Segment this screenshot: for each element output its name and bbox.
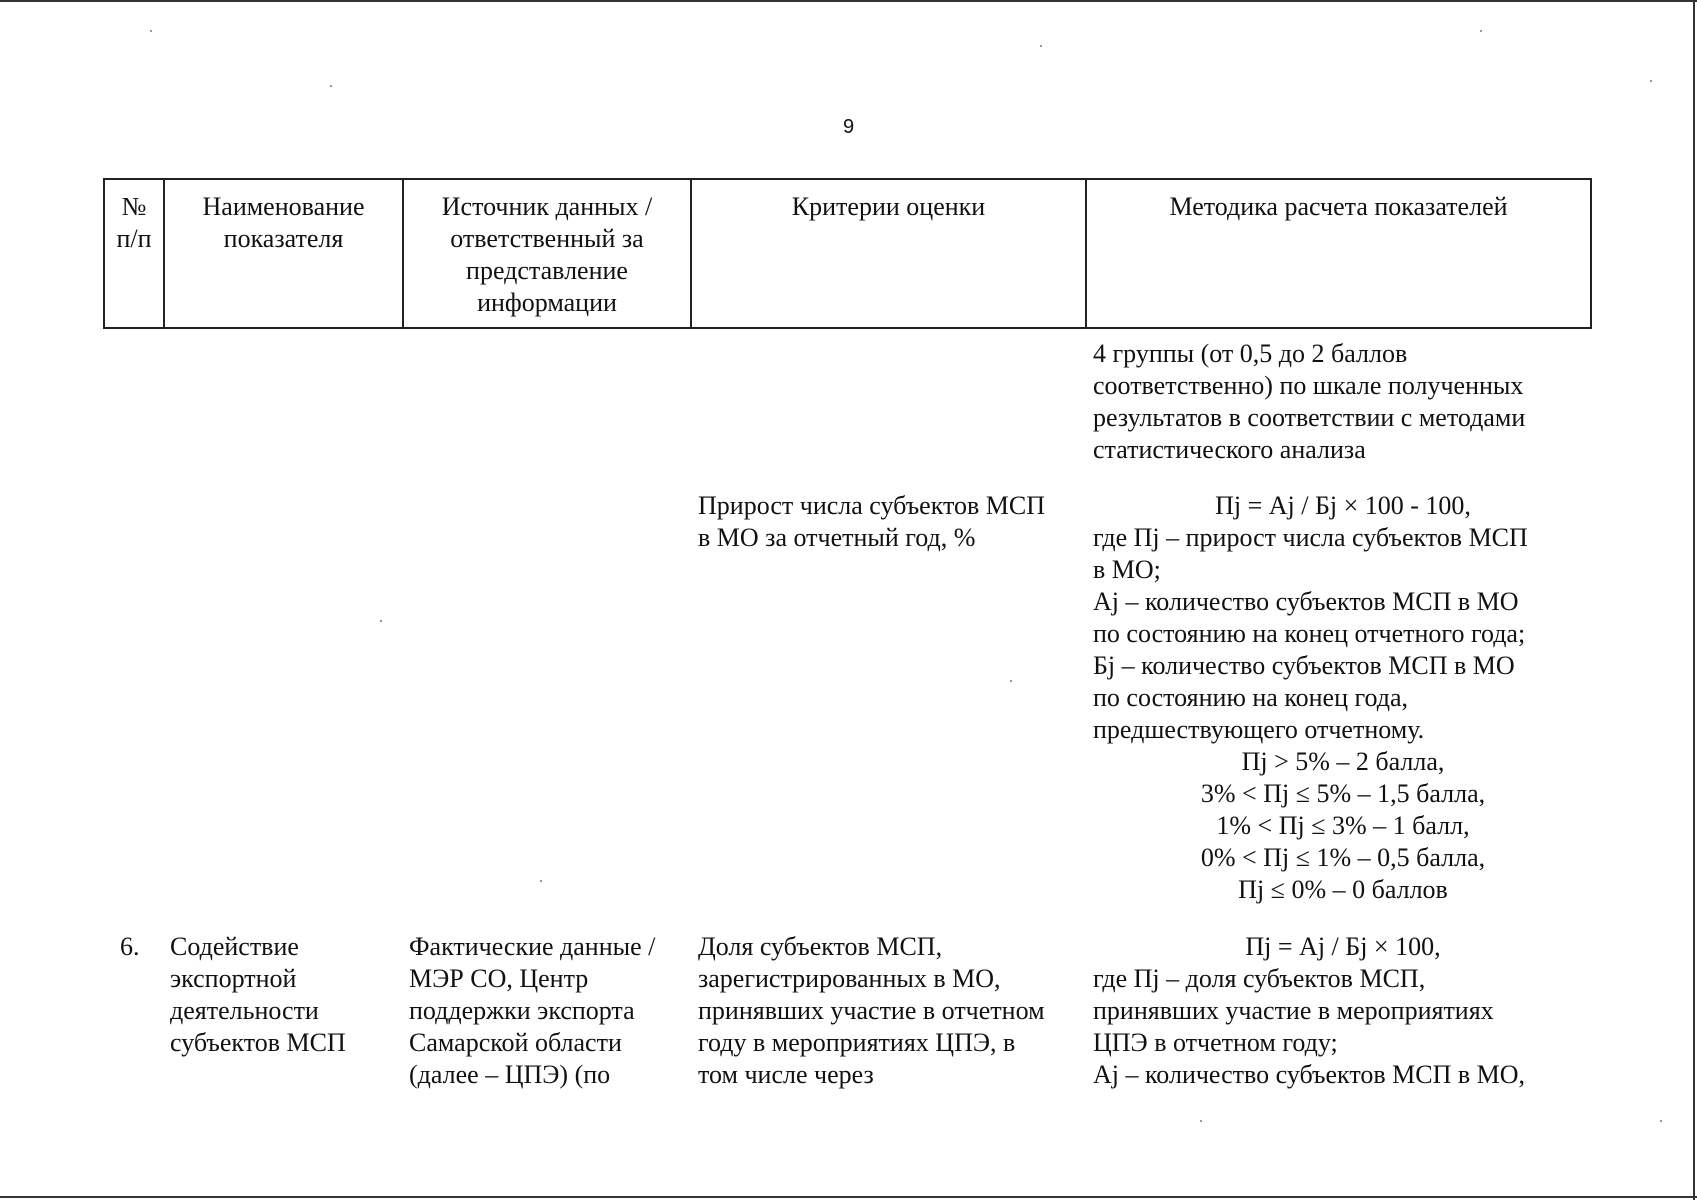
scan-speck — [1660, 1120, 1662, 1122]
header-indicator-name: Наименование показателя — [164, 179, 403, 328]
row3-data-source: Фактические данные / МЭР СО, Центр поддержки экспорта Самарской области (далее – ЦПЭ) (по — [409, 932, 656, 1089]
row3-number: 6. — [120, 932, 140, 961]
score-scale: Пj > 5% – 2 балла, — [1241, 747, 1445, 776]
scan-speck — [1010, 680, 1012, 682]
row1-method: 4 группы (от 0,5 до 2 баллов соответственно) по шкале полученных результатов в соответствии с методами статистического анализа — [1093, 339, 1526, 464]
scan-speck — [1200, 1120, 1202, 1122]
header-data-source: Источник данных / ответственный за представление информации — [403, 179, 691, 328]
row3-method: Пj = Аj / Бj × 100, где Пj – доля субъектов МСП, принявших участие в мероприятиях ЦПЭ в отчетном году; Аj – количество субъектов МСП в МО, — [1093, 931, 1593, 1091]
page-frame-bottom — [0, 1196, 1697, 1198]
scan-speck — [540, 880, 542, 882]
scan-speck — [1480, 30, 1482, 32]
row2-method: Пj = Аj / Бj × 100 - 100, где Пj – прирост числа субъектов МСП в МО; Аj – количество субъектов МСП в МО по состоянию на конец отчетного года; Бj – количество субъектов МСП в МО по состоянию на конец года, предшествующего отчетному. Пj > 5% – 2 балла, 3% < Пj ≤ 5% – 1,5 балла, 1% < Пj ≤ 3% – 1 балл, 0% < Пj ≤ 1% – 0,5 балла, Пj ≤ 0% – 0 баллов — [1093, 490, 1593, 906]
header-number: № п/п — [104, 179, 164, 328]
row2-criteria: Прирост числа субъектов МСП в МО за отчетный год, % — [698, 491, 1046, 552]
table-header — [103, 178, 1592, 329]
header-criteria: Критерии оценки — [691, 179, 1086, 328]
page-frame-top — [0, 0, 1697, 2]
scan-speck — [380, 620, 382, 622]
scan-speck — [150, 30, 152, 32]
scan-speck — [330, 85, 332, 87]
page-number: 9 — [842, 116, 855, 138]
growth-formula: Пj = Аj / Бj × 100 - 100, — [1215, 491, 1471, 520]
share-formula: Пj = Аj / Бj × 100, — [1245, 932, 1441, 961]
scan-speck — [1040, 45, 1042, 47]
page-frame-right — [1693, 0, 1695, 1200]
header-method: Методика расчета показателей — [1086, 179, 1591, 328]
row3-indicator-name: Содействие экспортной деятельности субъектов МСП — [170, 932, 346, 1057]
scan-speck — [1650, 80, 1652, 82]
row3-criteria: Доля субъектов МСП, зарегистрированных в МО, принявших участие в отчетном году в мероприятиях ЦПЭ, в том числе через — [698, 932, 1045, 1089]
